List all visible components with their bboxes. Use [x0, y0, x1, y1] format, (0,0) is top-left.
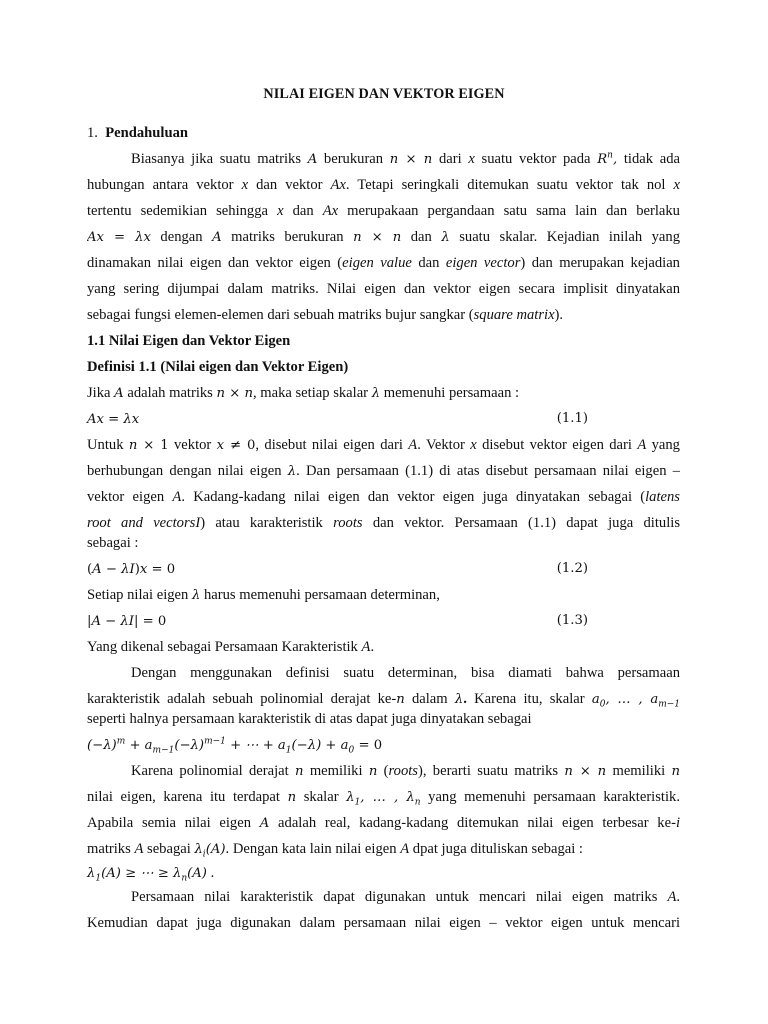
para3-line3: seperti halnya persamaan karakteristik di atas dapat juga dinyatakan sebagai: [87, 711, 532, 727]
definition-heading: Definisi 1.1 (Nilai eigen dan Vektor Eigen): [87, 359, 349, 375]
para4-line1: Karena polinomial derajat n memiliki n (roots), berarti suatu matriks n × n memiliki n: [131, 763, 680, 779]
para1-line6: yang sering dijumpai dalam matriks. Nilai eigen dan vektor eigen secara implisit dinyatakan: [87, 281, 680, 297]
para4-line2: nilai eigen, karena itu terdapat n skalar $\lambda_1$, … , $\lambda_n$ yang memenuhi persamaan karakteristik.: [87, 789, 680, 807]
para3-line2: karakteristik adalah sebuah polinomial derajat ke-n dalam λ. Karena itu, skalar $a_0$, … , $a_{m-1}$: [87, 691, 680, 709]
para2-line3: vektor eigen A. Kadang-kadang nilai eigen dan vektor eigen juga dinyatakan sebagai (latens: [87, 489, 680, 505]
para4-line3: Apabila semia nilai eigen A adalah real, kadang-kadang ditemukan nilai eigen terbesar ke-i: [87, 815, 680, 831]
equation-1-3: |A − λI| = 0 (1.3): [87, 613, 588, 629]
equation-label-1-1: (1.1): [556, 411, 588, 426]
para1-line1: Biasanya jika suatu matriks A berukuran n × n dari x suatu vektor pada $R^n$, tidak ada: [131, 150, 680, 167]
para1-line7: sebagai fungsi elemen-elemen dari sebuah matriks bujur sangkar (square matrix).: [87, 307, 564, 323]
para1-line4: Ax = λx dengan A matriks berukuran n × n dan λ suatu skalar. Kejadian inilah yang: [87, 229, 680, 245]
para5-line1: Persamaan nilai karakteristik dapat digunakan untuk mencari nilai eigen matriks A.: [131, 889, 680, 905]
page-title: NILAI EIGEN DAN VEKTOR EIGEN: [263, 86, 505, 102]
para4-line4: matriks A sebagai $\lambda_i(A)$. Dengan kata lain nilai eigen A dpat juga dituliskan sebagai :: [87, 841, 583, 860]
eigen-order-equation: $\lambda_1(A)$ ≥ ⋯ ≥ $\lambda_n(A)$ .: [87, 865, 215, 884]
para5-line2: Kemudian dapat juga digunakan dalam persamaan nilai eigen – vektor eigen untuk mencari: [87, 915, 680, 931]
section-title: Pendahuluan: [105, 125, 188, 141]
determinant-line: Setiap nilai eigen λ harus memenuhi persamaan determinan,: [87, 587, 440, 603]
para2-line2: berhubungan dengan nilai eigen λ. Dan persamaan (1.1) di atas disebut persamaan nilai eigen –: [87, 463, 680, 479]
para3-line1: Dengan menggunakan definisi suatu determinan, bisa diamati bahwa persamaan: [131, 665, 680, 681]
equation-label-1-2: (1.2): [556, 561, 588, 576]
para2-line4: root and vectorsI) atau karakteristik roots dan vektor. Persamaan (1.1) dapat juga ditulis: [87, 515, 680, 531]
para2-line5: sebagai :: [87, 535, 139, 551]
equation-label-1-3: (1.3): [556, 613, 588, 628]
subsection-heading: 1.1 Nilai Eigen dan Vektor Eigen: [87, 333, 291, 349]
para2-line1: Untuk n × 1 vektor x ≠ 0, disebut nilai eigen dari A. Vektor x disebut vektor eigen dari A yang: [87, 437, 680, 453]
equation-1-1: Ax = λx (1.1): [87, 411, 588, 427]
definition-line1: Jika A adalah matriks n × n, maka setiap skalar λ memenuhi persamaan :: [87, 385, 520, 401]
characteristic-line: Yang dikenal sebagai Persamaan Karakteristik A.: [87, 639, 375, 655]
para1-line5: dinamakan nilai eigen dan vektor eigen (eigen value dan eigen vector) dan merupakan kejadian: [87, 255, 680, 271]
equation-1-2: (A − λI)x = 0 (1.2): [87, 561, 588, 577]
polynomial-equation: $(-\lambda)^m + a_{m-1}(-\lambda)^{m-1}$ + ⋯ + $a_1(-\lambda) + a_0 = 0$: [87, 736, 383, 756]
section-number: 1.: [87, 125, 98, 141]
section-heading: [87, 123, 680, 143]
para1-line2: hubungan antara vektor x dan vektor Ax. Tetapi seringkali ditemukan suatu vektor tak nol x: [87, 177, 680, 193]
para1-line3: tertentu sedemikian sehingga x dan Ax merupakaan pergandaan satu sama lain dan berlaku: [87, 203, 680, 219]
